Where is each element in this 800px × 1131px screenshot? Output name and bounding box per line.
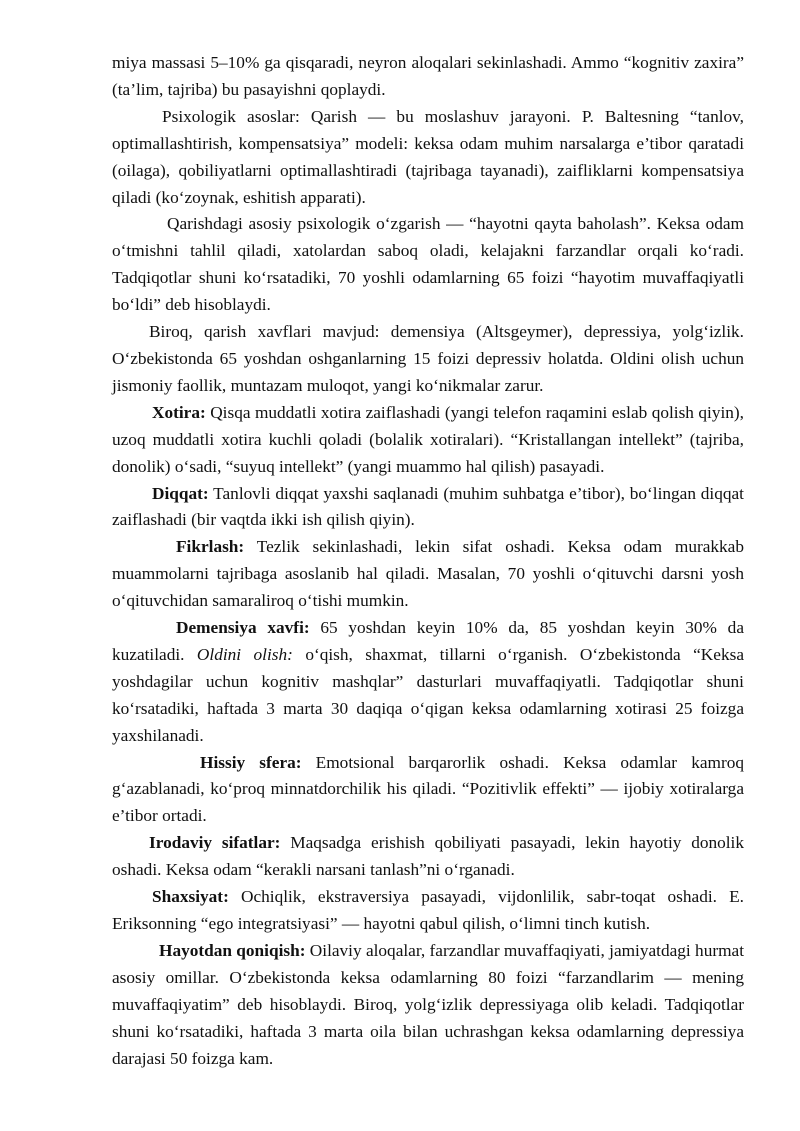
paragraph-text: Psixologik asoslar: Qarish — bu moslashuv jarayoni. P. Baltesning “tanlov, optimallashtirish, kompensatsiya” modeli: keksa odam muhim narsalarga e’tibor qaratadi (oilaga), qobiliyatlarni optimallashtiradi (tajribaga tayanadi), zaifliklarni kompensatsiya qiladi (ko‘zoynak, eshitish apparati). bbox=[112, 106, 744, 207]
paragraph-italic: Oldini olish: bbox=[196, 644, 293, 664]
paragraph-4 bbox=[112, 319, 744, 400]
paragraph-2 bbox=[112, 104, 744, 212]
paragraph-text: Tanlovli diqqat yaxshi saqlanadi (muhim suhbatga e’tibor), bo‘lingan diqqat zaiflashadi (bir vaqtda ikki ish qilish qiyin). bbox=[112, 483, 744, 530]
paragraph-text: Maqsadga erishish qobiliyati pasayadi, lekin hayotiy donolik oshadi. Keksa odam “kerakli narsani tanlash”ni o‘rganadi. bbox=[112, 833, 744, 880]
paragraph-tail: o‘qish, shaxmat, tillarni o‘rganish. O‘zbekistonda “Keksa yoshdagilar uchun kognitiv mashqlar” dasturlari muvaffaqiyatli. Tadqiqotlar shuni ko‘rsatadiki, haftada 3 marta 30 daqiqa o‘qigan keksa odamlarning xotirasi 25 foizga yaxshilanadi. bbox=[112, 644, 744, 745]
paragraph-lead: Fikrlash: bbox=[176, 537, 245, 557]
paragraph-text: Tezlik sekinlashadi, lekin sifat oshadi. Keksa odam murakkab muammolarni tajribaga asoslanib hal qiladi. Masalan, 70 yoshli o‘qituvchi darsni yosh o‘qituvchidan samaraliroq o‘tishi mumkin. bbox=[112, 537, 744, 611]
paragraph-diqqat bbox=[112, 481, 744, 535]
paragraph-text: Ochiqlik, ekstraversiya pasayadi, vijdonlilik, sabr-toqat oshadi. E. Eriksonning “ego integratsiyasi” — hayotni qabul qilish, o‘limni tinch kutish. bbox=[112, 887, 744, 933]
paragraph-xotira bbox=[112, 400, 744, 481]
paragraph-fikrlash bbox=[112, 534, 744, 615]
paragraph-lead: Irodaviy sifatlar: bbox=[149, 833, 281, 853]
paragraph-lead: Demensiya xavfi: bbox=[176, 618, 310, 638]
paragraph-3 bbox=[112, 211, 744, 319]
document-page bbox=[112, 50, 744, 1072]
paragraph-text: Qarishdagi asosiy psixologik o‘zgarish — “hayotni qayta baholash”. Keksa odam o‘tmishni tahlil qiladi, xatolardan saboq oladi, kelajakni farzandlar orqali ko‘radi. Tadqiqotlar shuni ko‘rsatadiki, 70 yoshli odamlarning 65 foizi “hayotim muvaffaqiyatli bo‘ldi” deb hisoblaydi. bbox=[112, 214, 744, 315]
paragraph-lead: Shaxsiyat: bbox=[152, 887, 229, 907]
paragraph-hayotdan bbox=[112, 938, 744, 1073]
paragraph-text: Qisqa muddatli xotira zaiflashadi (yangi telefon raqamini eslab qolish qiyin), uzoq muddatli xotira kuchli qoladi (bolalik xotiralari). “Kristallangan intellekt” (tajriba, donolik) o‘sadi, “suyuq intellekt” (yangi muammo hal qilish) pasayadi. bbox=[112, 402, 744, 476]
paragraph-lead: Hayotdan qoniqish: bbox=[159, 940, 306, 960]
paragraph-irodaviy bbox=[112, 830, 744, 884]
paragraph-text: miya massasi 5–10% ga qisqaradi, neyron aloqalari sekinlashadi. Ammo “kognitiv zaxira” (ta’lim, tajriba) bu pasayishni qoplaydi. bbox=[112, 53, 744, 99]
paragraph-shaxsiyat bbox=[112, 884, 744, 938]
paragraph-text: Oilaviy aloqalar, farzandlar muvaffaqiyati, jamiyatdagi hurmat asosiy omillar. O‘zbekistonda keksa odamlarning 80 foizi “farzandlarim — mening muvaffaqiyatim” deb hisoblaydi. Biroq, yolg‘izlik depressiyaga olib keladi. Tadqiqotlar shuni ko‘rsatadiki, haftada 3 marta oila bilan uchrashgan keksa odamlarning depressiya darajasi 50 foizga kam. bbox=[112, 940, 744, 1068]
paragraph-lead: Diqqat: bbox=[152, 483, 209, 503]
paragraph-text: 65 yoshdan keyin 10% da, 85 yoshdan keyin 30% da kuzatiladi. bbox=[112, 618, 744, 664]
paragraph-lead: Xotira: bbox=[152, 402, 206, 422]
paragraph-demensiya bbox=[112, 615, 744, 750]
paragraph-hissiy bbox=[112, 750, 744, 831]
paragraph-text: Emotsional barqarorlik oshadi. Keksa odamlar kamroq g‘azablanadi, ko‘proq minnatdorchilik his qiladi. “Pozitivlik effekti” — ijobiy xotiralarga e’tibor ortadi. bbox=[112, 752, 744, 826]
paragraph-text: Biroq, qarish xavflari mavjud: demensiya (Altsgeymer), depressiya, yolg‘izlik. O‘zbekistonda 65 yoshdan oshganlarning 15 foizi depressiv holatda. Oldini olish uchun jismoniy faollik, muntazam muloqot, yangi ko‘nikmalar zarur. bbox=[112, 322, 744, 395]
paragraph-1 bbox=[112, 50, 744, 104]
paragraph-lead: Hissiy sfera: bbox=[200, 752, 302, 772]
